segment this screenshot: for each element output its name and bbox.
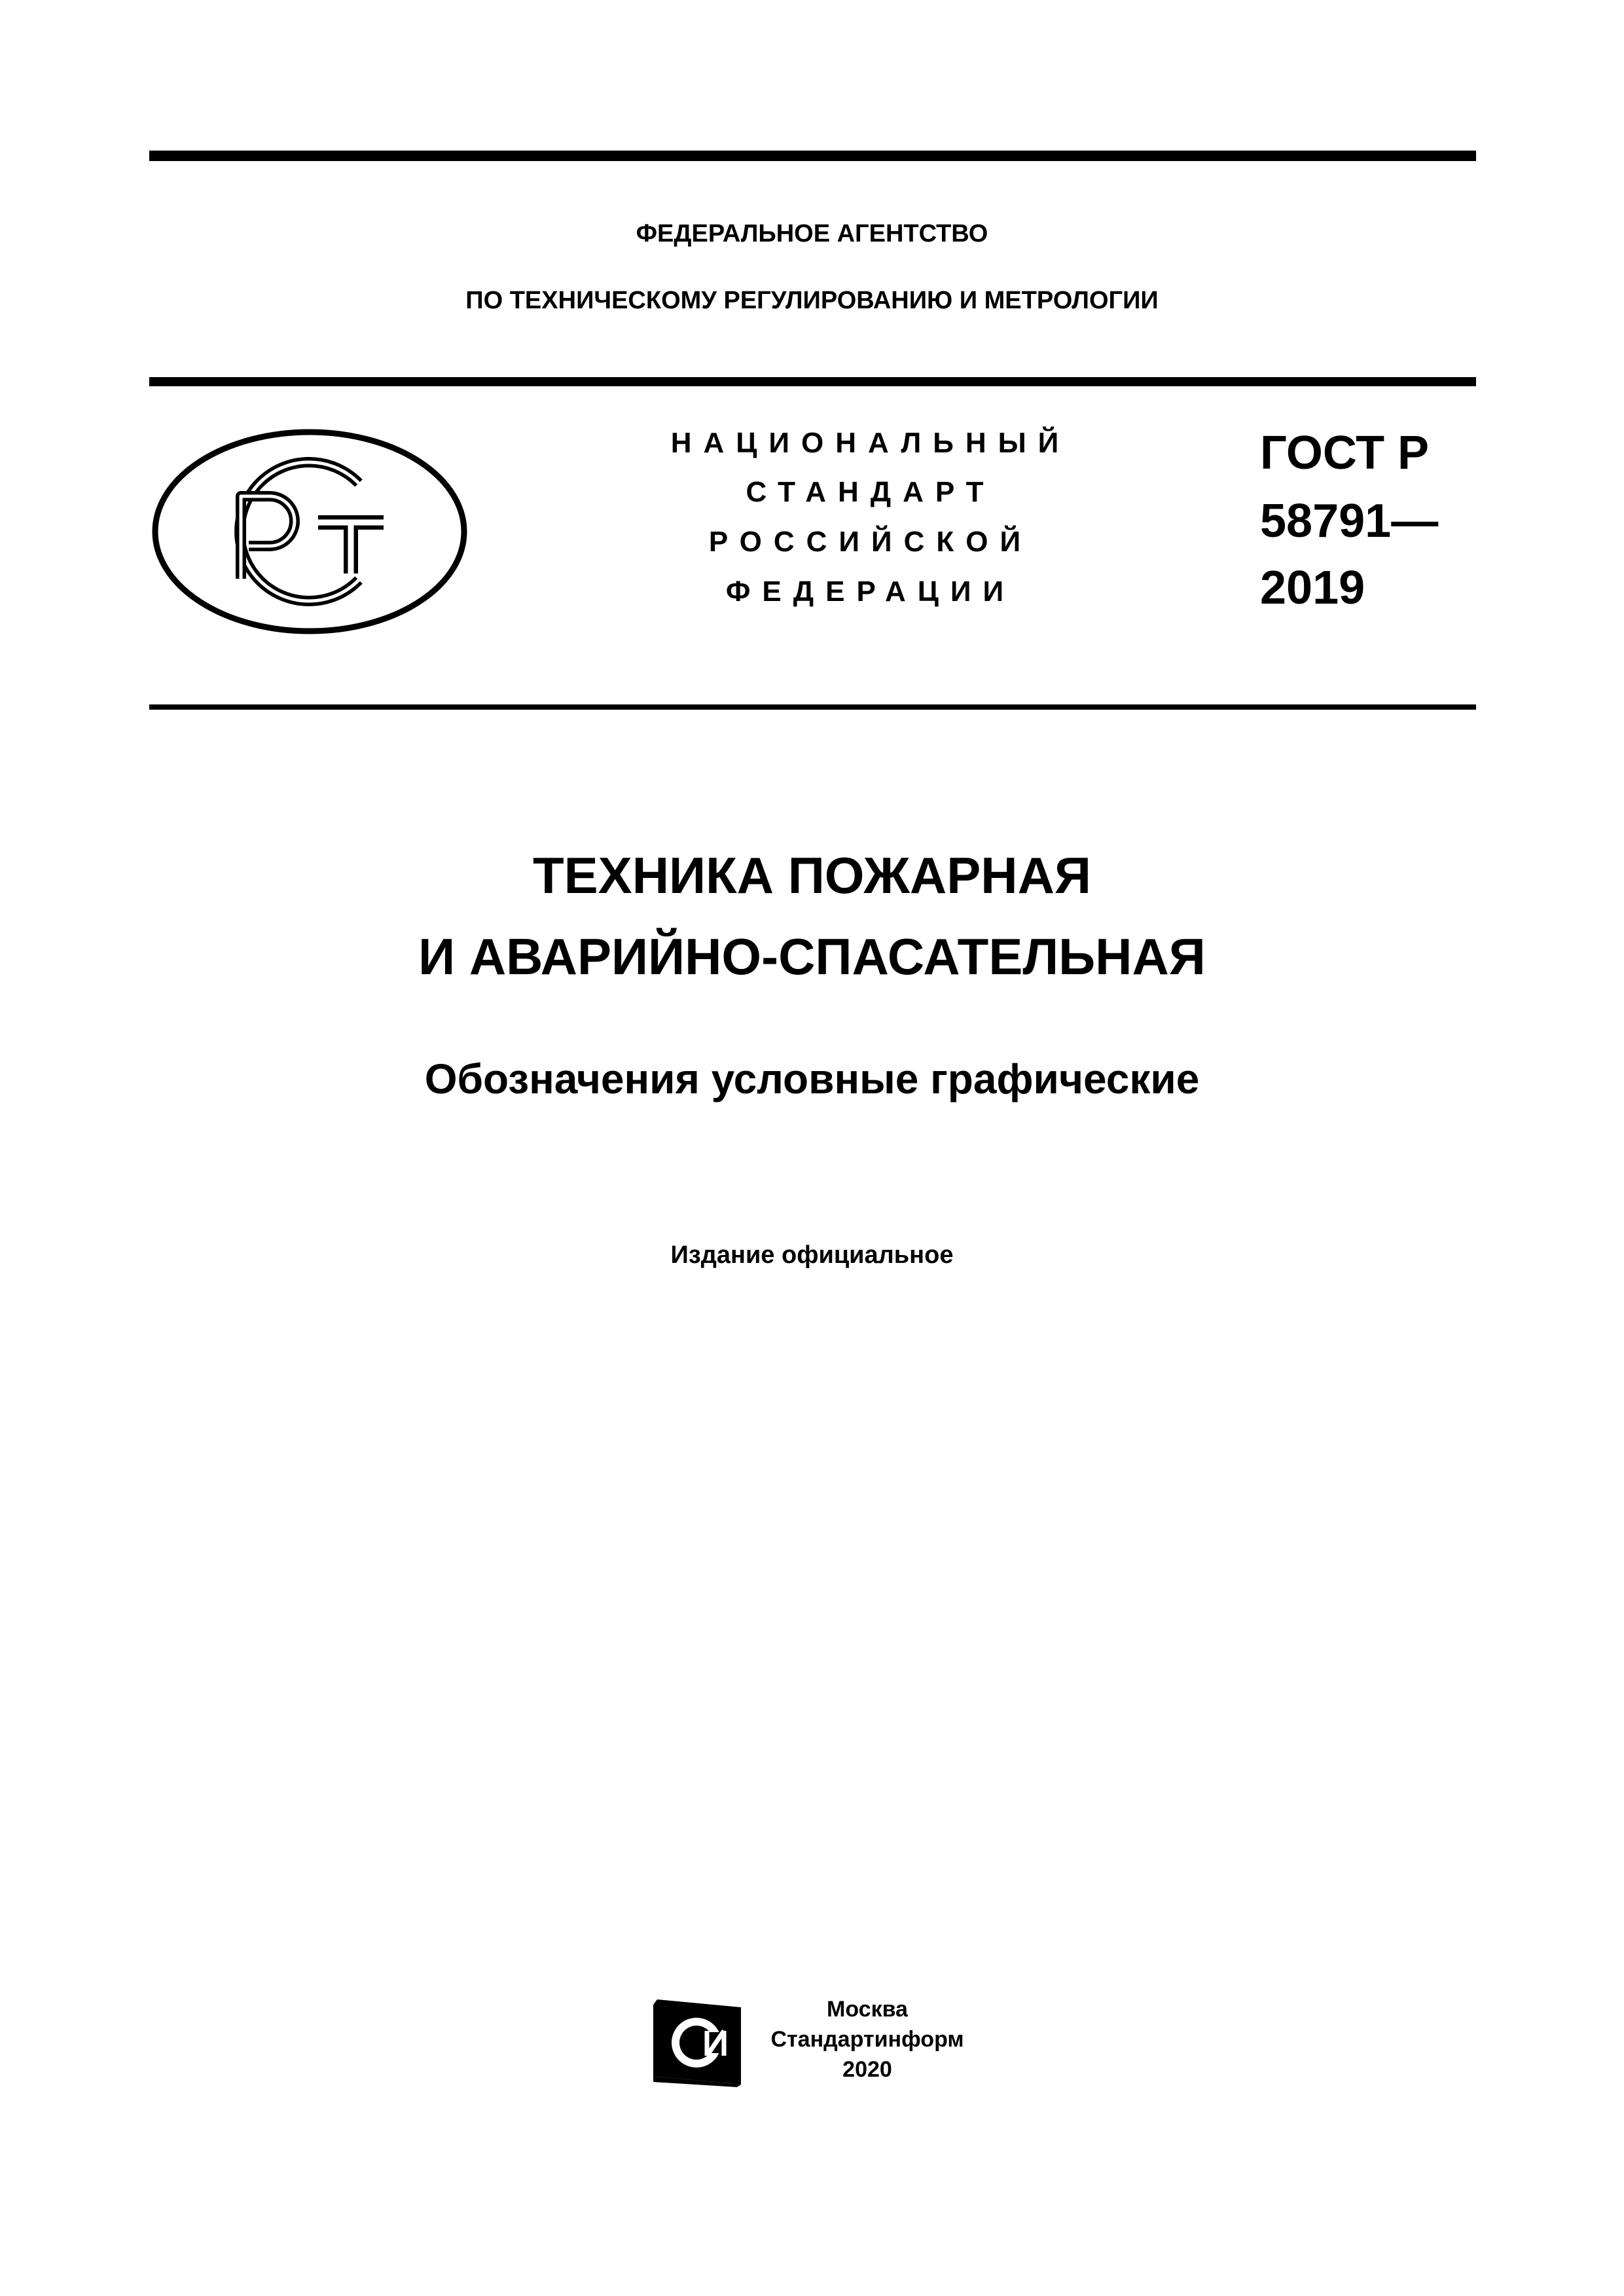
document-title-line-1: ТЕХНИКА ПОЖАРНАЯ <box>533 847 1091 904</box>
rst-certification-mark-icon <box>151 427 469 636</box>
publication-year: 2020 <box>842 2057 892 2082</box>
document-subtitle: Обозначения условные графические <box>424 1055 1200 1102</box>
standard-designation-line-3: 2019 <box>1260 562 1365 614</box>
standartinform-logo-icon <box>651 1995 748 2088</box>
title-divider <box>149 704 1476 710</box>
national-standard-line-3: РОССИЙСКОЙ <box>708 526 1033 558</box>
national-standard-line-2: СТАНДАРТ <box>746 476 996 508</box>
document-title-line-2: И АВАРИЙНО-СПАСАТЕЛЬНАЯ <box>418 928 1206 985</box>
publisher-name: Стандартинформ <box>770 2027 964 2052</box>
header-divider <box>149 377 1476 386</box>
top-divider <box>149 151 1476 161</box>
agency-name-line-1: ФЕДЕРАЛЬНОЕ АГЕНТСТВО <box>636 220 988 247</box>
edition-label: Издание официальное <box>670 1241 954 1269</box>
standard-designation-line-1: ГОСТ Р <box>1260 427 1430 479</box>
national-standard-line-4: ФЕДЕРАЦИИ <box>725 575 1016 608</box>
standard-designation-line-2: 58791— <box>1260 495 1439 547</box>
national-standard-line-1: НАЦИОНАЛЬНЫЙ <box>670 427 1071 459</box>
agency-name-line-2: ПО ТЕХНИЧЕСКОМУ РЕГУЛИРОВАНИЮ И МЕТРОЛОГИИ <box>465 287 1159 314</box>
publisher-city: Москва <box>827 1997 908 2022</box>
